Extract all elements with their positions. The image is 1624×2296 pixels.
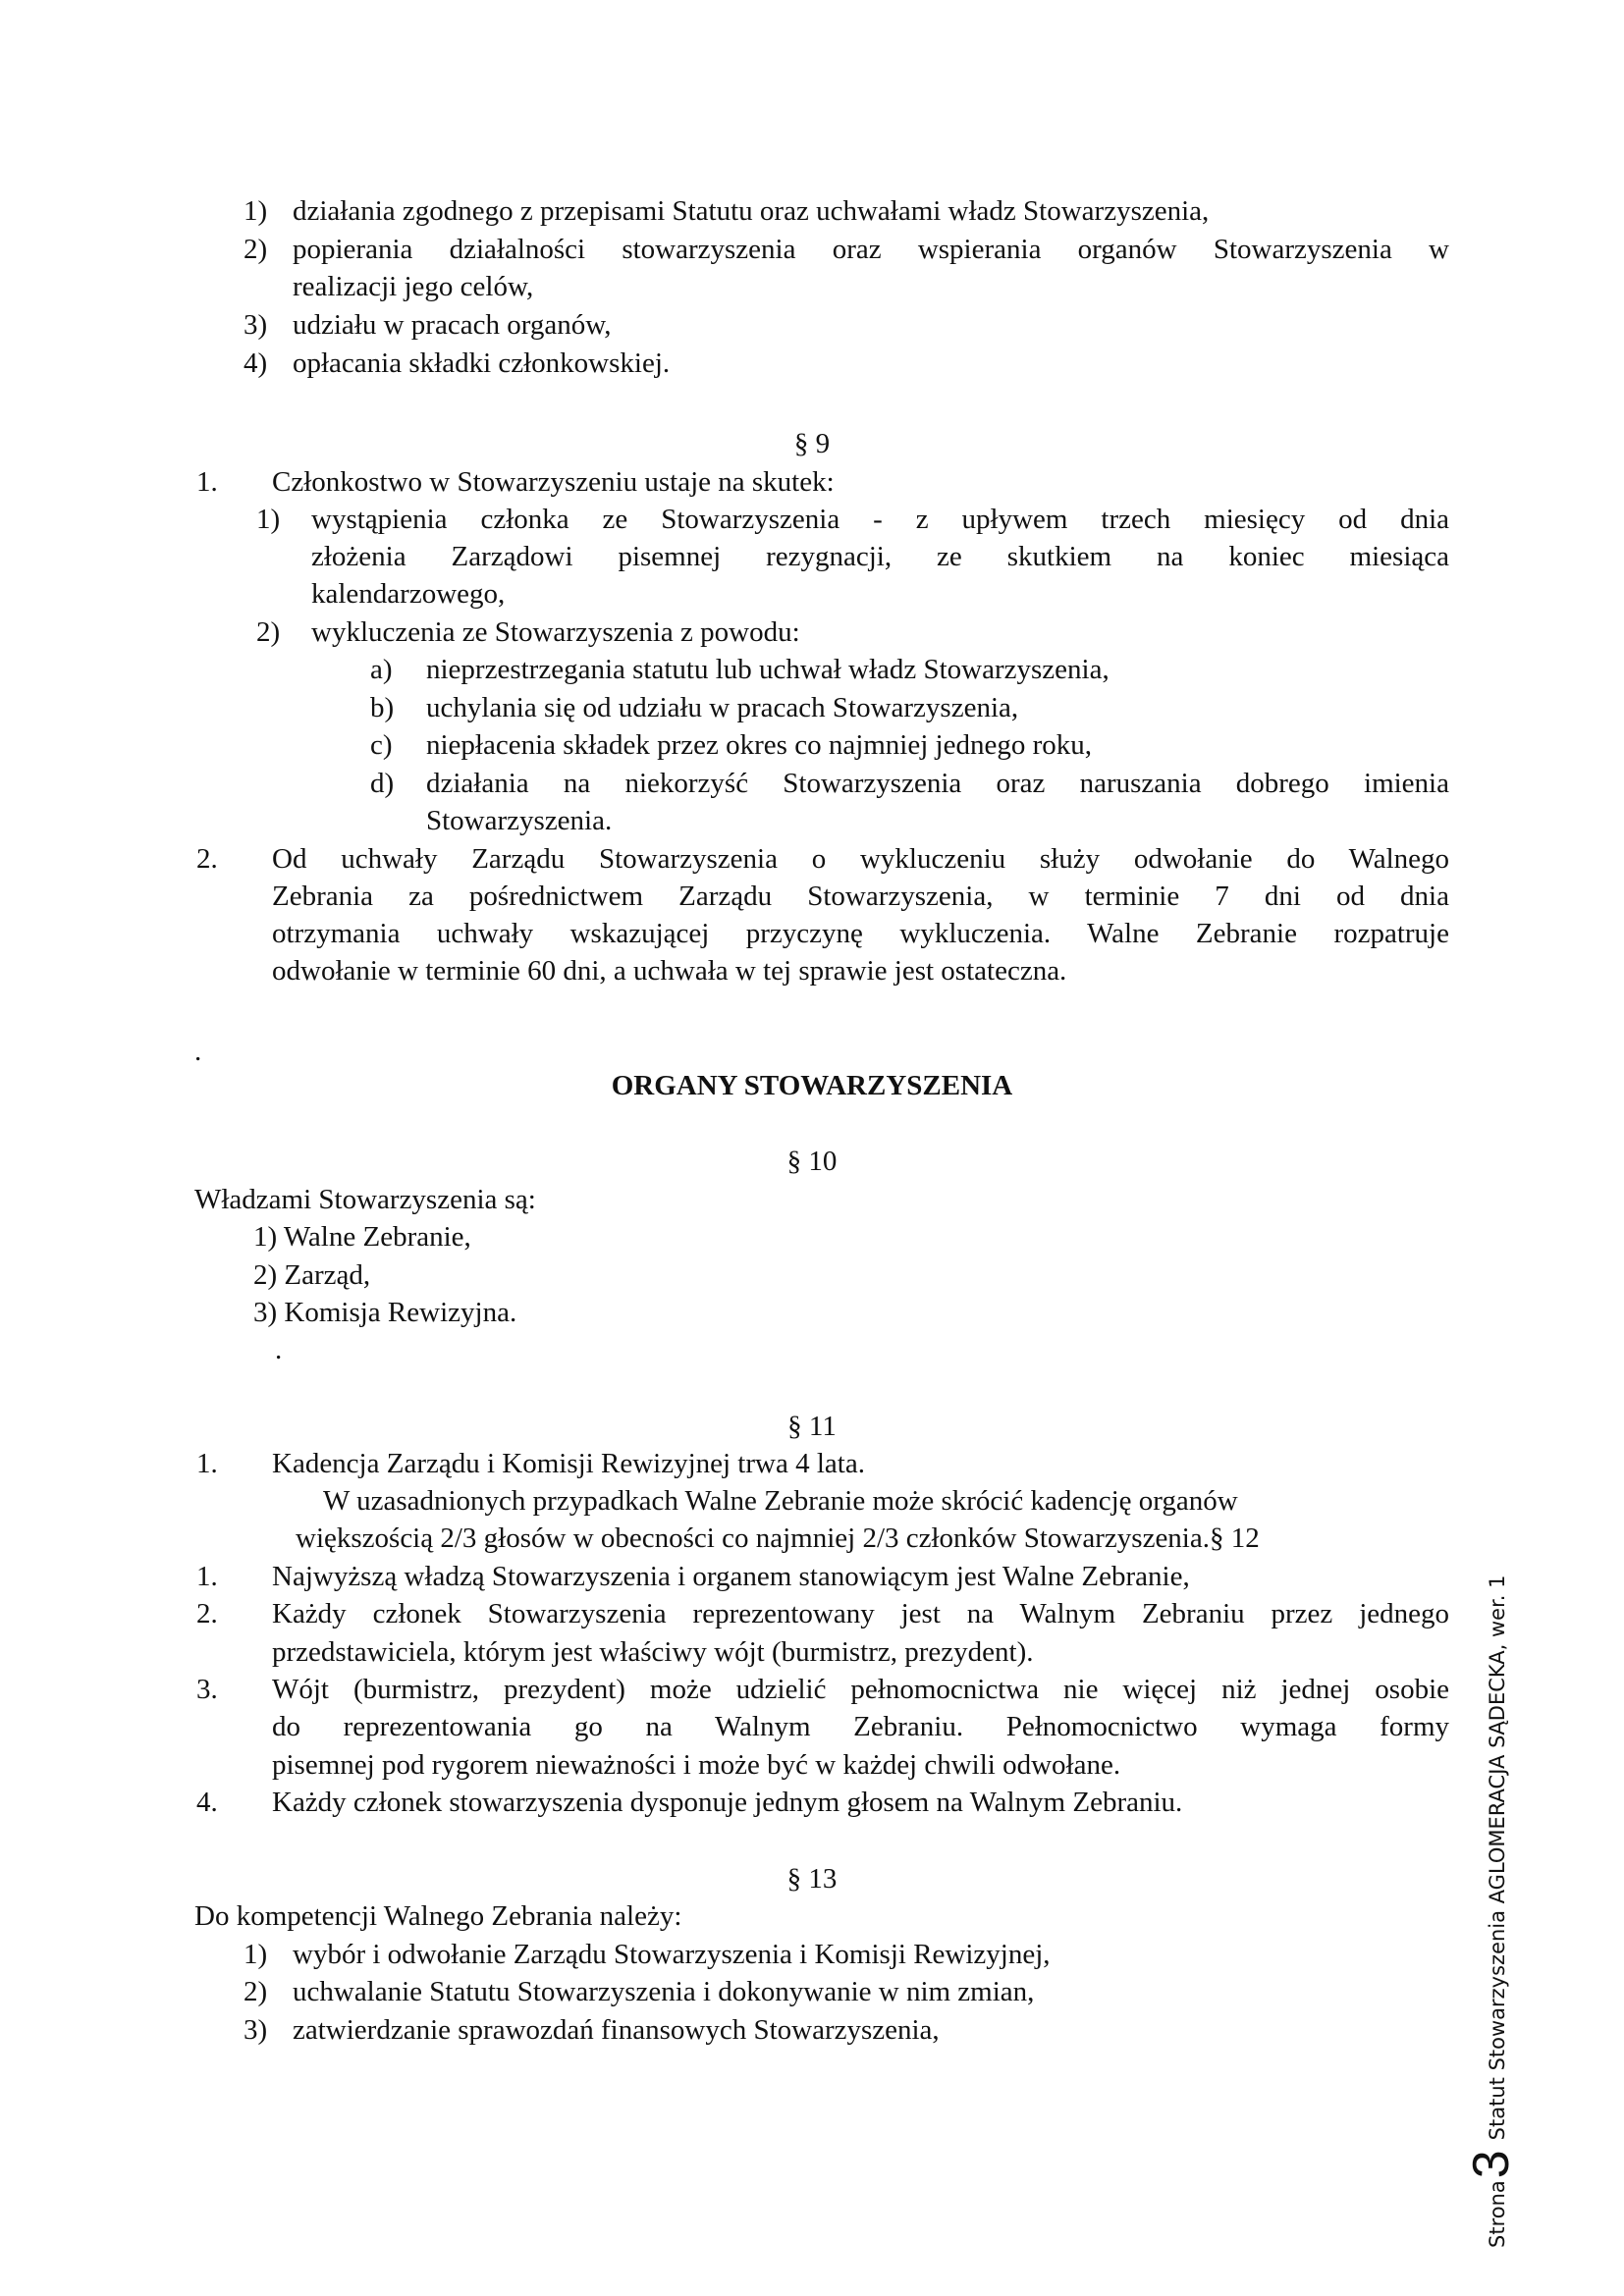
paragraph-text: Władzami Stowarzyszenia są: — [194, 1184, 536, 1215]
paragraph-text: pisemnej pod rygorem nieważności i może być w każdej chwili odwołane. — [272, 1749, 1121, 1781]
stray-dot: . — [275, 1334, 283, 1365]
paragraph-text: Każdy członek Stowarzyszenia reprezentowany jest na Walnym Zebraniu przez jednego — [272, 1598, 1449, 1629]
stray-dot: . — [194, 1036, 202, 1067]
section-title: § 9 — [793, 428, 831, 459]
list-text: wystąpienia członka ze Stowarzyszenia - z upływem trzech miesięcy od dnia — [311, 504, 1449, 535]
paragraph-number: 3. — [196, 1674, 218, 1705]
section-title: § 13 — [786, 1863, 838, 1895]
sub-list-letter: a) — [370, 654, 393, 685]
section-heading: ORGANY STOWARZYSZENIA — [611, 1070, 1013, 1101]
paragraph-number: 1. — [196, 1448, 218, 1479]
paragraph-text: W uzasadnionych przypadkach Walne Zebranie może skrócić kadencję organów — [323, 1485, 1238, 1517]
sub-list-text: niepłacenia składek przez okres co najmniej jednego roku, — [426, 729, 1093, 761]
list-number: 3) — [244, 2014, 268, 2046]
paragraph-text: Każdy członek stowarzyszenia dysponuje jednym głosem na Walnym Zebraniu. — [272, 1787, 1183, 1818]
paragraph-text: otrzymania uchwały wskazującej przyczynę wykluczenia. Walne Zebranie rozpatruje — [272, 918, 1449, 949]
list-text: wybór i odwołanie Zarządu Stowarzyszenia i Komisji Rewizyjnej, — [293, 1939, 1051, 1970]
list-number: 2) — [244, 234, 268, 265]
list-text: realizacji jego celów, — [293, 271, 534, 302]
list-number: 1) — [244, 1939, 268, 1970]
list-item: 1) Walne Zebranie, — [253, 1221, 471, 1253]
sub-list-letter: d) — [370, 768, 395, 799]
document-name: Statut Stowarzyszenia AGLOMERACJA SĄDECKA, wer. 1 — [1486, 1575, 1509, 2141]
list-item: 3) Komisja Rewizyjna. — [253, 1297, 517, 1328]
sub-list-text: nieprzestrzegania statutu lub uchwał władz Stowarzyszenia, — [426, 654, 1110, 685]
paragraph-text: Zebrania za pośrednictwem Zarządu Stowarzyszenia, w terminie 7 dni od dnia — [272, 881, 1449, 912]
page-number: 3 — [1463, 2150, 1520, 2179]
list-text: udziału w pracach organów, — [293, 309, 612, 341]
list-text: opłacania składki członkowskiej. — [293, 347, 671, 379]
paragraph-text: Członkostwo w Stowarzyszeniu ustaje na skutek: — [272, 466, 835, 498]
list-text: działania zgodnego z przepisami Statutu oraz uchwałami władz Stowarzyszenia, — [293, 195, 1210, 227]
paragraph-text: Kadencja Zarządu i Komisji Rewizyjnej trwa 4 lata. — [272, 1448, 865, 1479]
sub-list-text: Stowarzyszenia. — [426, 805, 613, 836]
sub-list-letter: c) — [370, 729, 393, 761]
list-number: 3) — [244, 309, 268, 341]
list-number: 4) — [244, 347, 268, 379]
sub-list-text: działania na niekorzyść Stowarzyszenia oraz naruszania dobrego imienia — [426, 768, 1449, 799]
page-footer-vertical — [1463, 1364, 1520, 2248]
paragraph-text: większością 2/3 głosów w obecności co najmniej 2/3 członków Stowarzyszenia.§ 12 — [296, 1522, 1260, 1554]
list-number: 2) — [256, 616, 281, 648]
list-text: złożenia Zarządowi pisemnej rezygnacji, ze skutkiem na koniec miesiąca — [311, 541, 1449, 572]
paragraph-text: odwołanie w terminie 60 dni, a uchwała w tej sprawie jest ostateczna. — [272, 955, 1067, 987]
sub-list-text: uchylania się od udziału w pracach Stowarzyszenia, — [426, 692, 1019, 723]
paragraph-number: 1. — [196, 466, 218, 498]
paragraph-text: do reprezentowania go na Walnym Zebraniu. Pełnomocnictwo wymaga formy — [272, 1711, 1449, 1742]
sub-list-letter: b) — [370, 692, 395, 723]
paragraph-text: przedstawiciela, którym jest właściwy wójt (burmistrz, prezydent). — [272, 1636, 1034, 1668]
section-title: § 10 — [786, 1146, 838, 1177]
paragraph-text: Do kompetencji Walnego Zebrania należy: — [194, 1900, 682, 1932]
paragraph-text: Wójt (burmistrz, prezydent) może udzielić pełnomocnictwa nie więcej niż jednej osobie — [272, 1674, 1449, 1705]
paragraph-text: Najwyższą władzą Stowarzyszenia i organem stanowiącym jest Walne Zebranie, — [272, 1561, 1190, 1592]
paragraph-text: Od uchwały Zarządu Stowarzyszenia o wykluczeniu służy odwołanie do Walnego — [272, 843, 1449, 875]
list-number: 1) — [244, 195, 268, 227]
list-text: popierania działalności stowarzyszenia oraz wspierania organów Stowarzyszenia w — [293, 234, 1449, 265]
section-title: § 11 — [787, 1411, 837, 1442]
paragraph-number: 4. — [196, 1787, 218, 1818]
paragraph-number: 2. — [196, 1598, 218, 1629]
paragraph-number: 1. — [196, 1561, 218, 1592]
list-text: zatwierdzanie sprawozdań finansowych Stowarzyszenia, — [293, 2014, 940, 2046]
list-number: 2) — [244, 1976, 268, 2007]
list-text: wykluczenia ze Stowarzyszenia z powodu: — [311, 616, 800, 648]
list-item: 2) Zarząd, — [253, 1259, 371, 1291]
list-number: 1) — [256, 504, 281, 535]
list-text: uchwalanie Statutu Stowarzyszenia i dokonywanie w nim zmian, — [293, 1976, 1035, 2007]
page-label: Strona — [1486, 2180, 1509, 2248]
list-text: kalendarzowego, — [311, 578, 506, 610]
paragraph-number: 2. — [196, 843, 218, 875]
